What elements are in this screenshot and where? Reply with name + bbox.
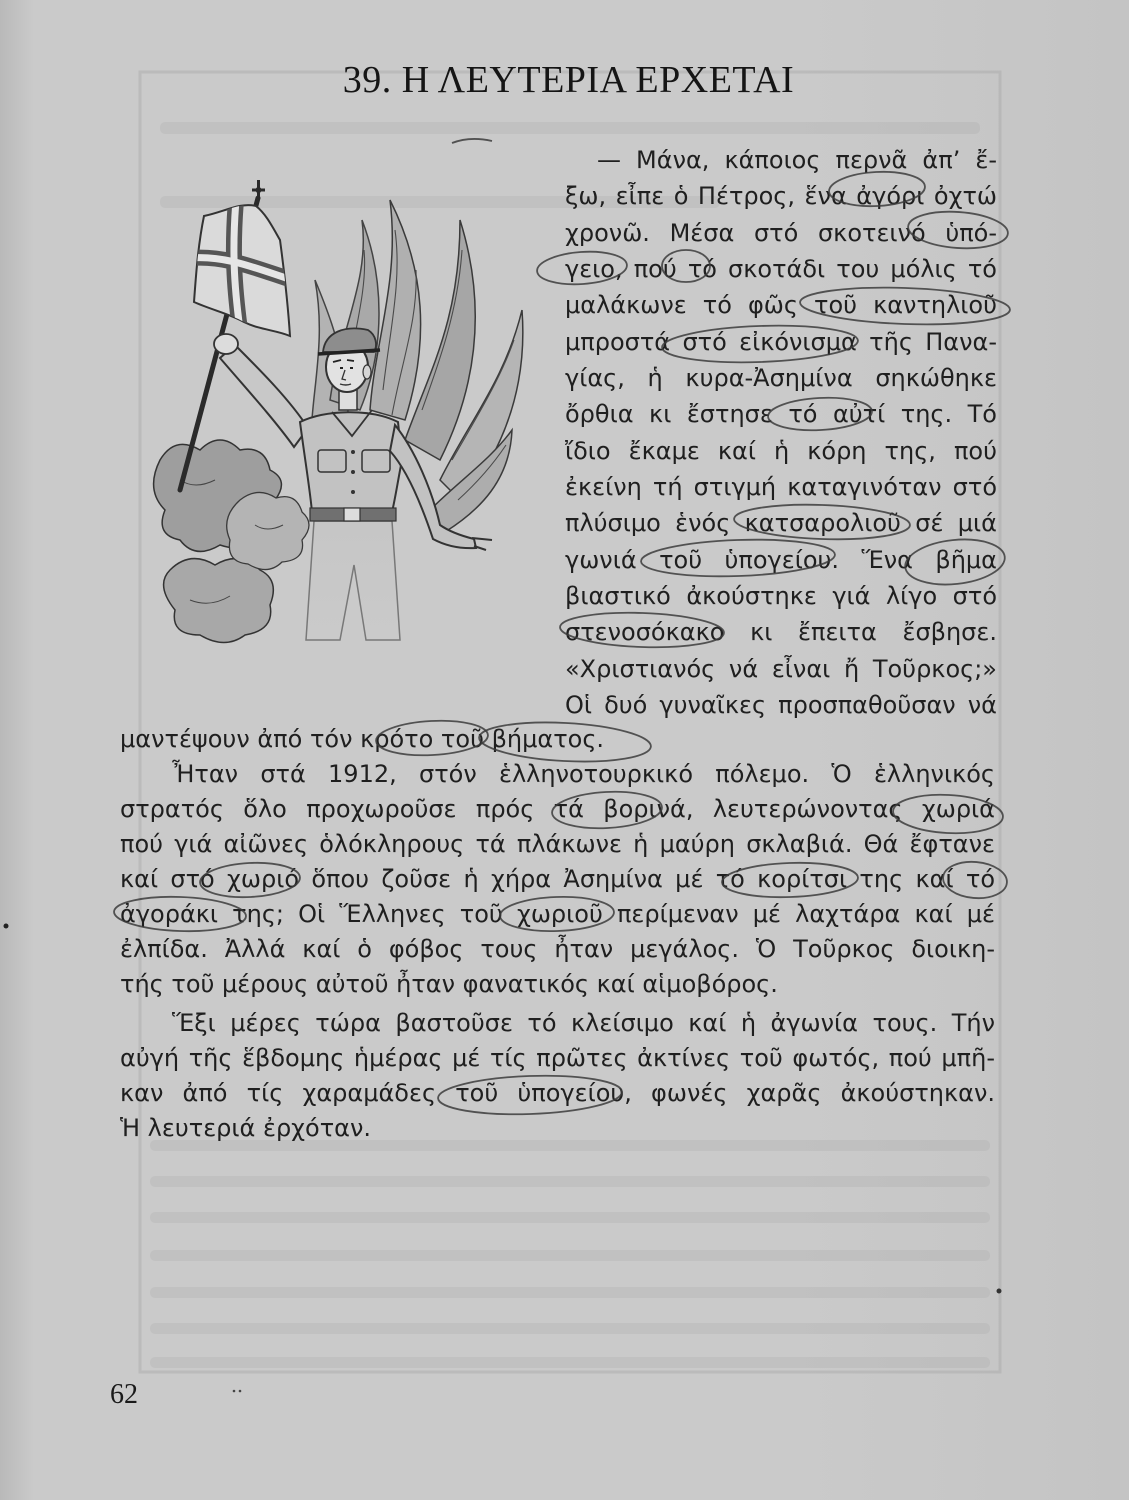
page-number: 62 bbox=[110, 1379, 138, 1410]
pencil-stroke bbox=[452, 139, 492, 143]
text-line: ἐλπίδα. Ἀλλά καί ὁ φόβος τους ἦταν μεγάλος. Ὁ Τοῦρκος διοικη- bbox=[120, 935, 995, 963]
paragraph-2 bbox=[120, 757, 995, 1002]
flag-icon bbox=[180, 180, 292, 490]
text-line: ἀγοράκι της; Οἱ Ἕλληνες τοῦ χωριοῦ περίμεναν μέ λαχτάρα καί μέ bbox=[120, 900, 995, 928]
text-line: — Μάνα, κάποιος περνᾶ ἀπ’ ἔ- bbox=[597, 146, 997, 174]
text-line: πού γιά αἰῶνες ὁλόκληρους τά πλάκωνε ἡ μαύρη σκλαβιά. Θά ἔφτανε bbox=[120, 830, 995, 858]
text-line: Ἡ λευτεριά ἐρχόταν. bbox=[120, 1114, 372, 1142]
paragraph-3 bbox=[120, 1006, 995, 1146]
text-line: καί στό χωριό ὅπου ζοῦσε ἡ χήρα Ἀσημίνα μέ τό κορίτσι της καί τό bbox=[120, 865, 995, 893]
text-line: μαλάκωνε τό φῶς τοῦ καντηλιοῦ bbox=[565, 291, 997, 320]
text-line: ξω, εἶπε ὁ Πέτρος, ἕνα ἀγόρι ὀχτώ bbox=[565, 182, 997, 211]
text-line: Ἕξι μέρες τώρα βαστοῦσε τό κλείσιμο καί ἡ ἀγωνία τους. Τήν bbox=[172, 1009, 995, 1037]
page-title: 39. Η ΛΕΥΤΕΡΙΑ ΕΡΧΕΤΑΙ bbox=[342, 59, 795, 101]
text-line: χρονῶ. Μέσα στό σκοτεινό ὑπό- bbox=[565, 218, 997, 247]
illustration bbox=[140, 160, 540, 660]
smoke-cloud-icon bbox=[154, 440, 309, 643]
text-line: καν ἀπό τίς χαραμάδες τοῦ ὑπογείου, φωνές χαρᾶς ἀκούστηκαν. bbox=[120, 1079, 995, 1107]
text-line: πλύσιμο ἑνός κατσαρολιοῦ σέ μιά bbox=[565, 509, 997, 538]
paragraph-1-column bbox=[565, 142, 997, 723]
text-line: Ἦταν στά 1912, στόν ἑλληνοτουρκικό πόλεμο. Ὁ ἑλληνικός bbox=[172, 760, 995, 788]
text-line: γίας, ἡ κυρα-Ἀσημίνα σηκώθηκε bbox=[565, 363, 997, 392]
text-line: γωνιά τοῦ ὑπογείου. Ἕνα βῆμα bbox=[565, 545, 997, 574]
text-line: τής τοῦ μέρους αὐτοῦ ἦταν φανατικός καί αἱμοβόρος. bbox=[120, 970, 778, 998]
text-line: ἐκείνη τή στιγμή καταγινόταν στό bbox=[565, 472, 997, 501]
text-line: μαντέψουν ἀπό τόν κρότο τοῦ βήματος. bbox=[120, 725, 605, 753]
text-line: «Χριστιανός νά εἶναι ἤ Τοῦρκος;» bbox=[565, 654, 997, 683]
text-line: βιαστικό ἀκούστηκε γιά λίγο στό bbox=[565, 581, 997, 610]
text-line: μπροστά στό εἰκόνισμα τῆς Πανα- bbox=[565, 327, 997, 356]
text-line: ἴδιο ἔκαμε καί ἡ κόρη της, πού bbox=[565, 436, 997, 465]
text-line: στενοσόκακο κι ἔπειτα ἔσβησε. bbox=[565, 618, 997, 647]
text-line: στρατός ὅλο προχωροῦσε πρός τά βορινά, λευτερώνοντας χωριά bbox=[120, 795, 995, 823]
text-line: ὄρθια κι ἔστησε τό αὐτί της. Τό bbox=[565, 400, 997, 429]
text-line: Οἱ δυό γυναῖκες προσπαθοῦσαν νά bbox=[565, 690, 997, 719]
text-line: γειο, πού τό σκοτάδι του μόλις τό bbox=[565, 254, 997, 283]
body-text bbox=[120, 722, 995, 1146]
text-line: αὐγή τῆς ἕβδομης ἡμέρας μέ τίς πρῶτες ἀκτίνες τοῦ φωτός, πού μπῆ- bbox=[120, 1044, 995, 1072]
